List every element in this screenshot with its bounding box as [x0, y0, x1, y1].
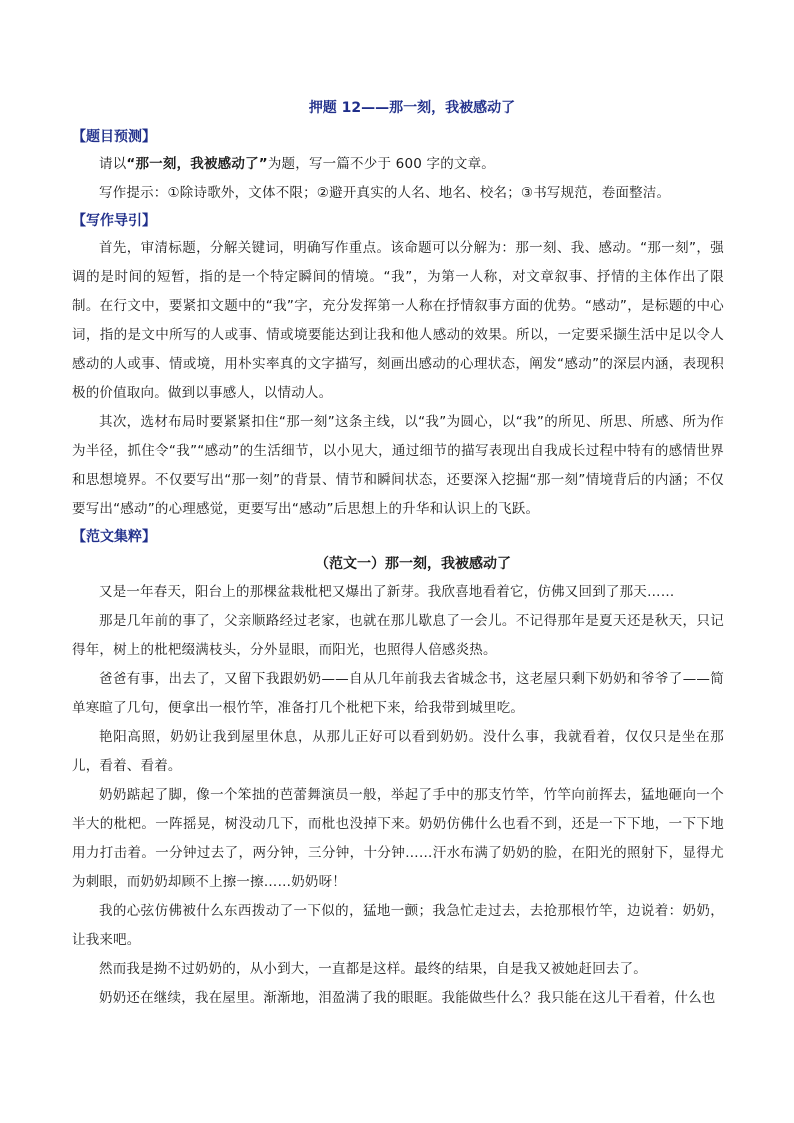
- section-heading-prediction: 【题目预测】: [72, 129, 156, 145]
- section-heading-guide: 【写作导引】: [72, 213, 156, 229]
- document-title: 押题 12——那一刻，我被感动了: [308, 100, 516, 116]
- guide-paragraph-1: 首先，审清标题，分解关键词，明确写作重点。该命题可以分解为：那一刻、我、感动。“那一刻”，强调的是时间的短暂，指的是一个特定瞬间的情境。“我”，为第一人称，对文章叙事、抒情的主体作出了限制。在行文中，要紧扣文题中的“我”字，充分发挥第一人称在抒情叙事方面的优势。“感动”，是标题的中心词，指的是文中所写的人或事、情或境要能达到让我和他人感动的效果。所以，一定要采撷生活中足以令人感动的人或事、情或境，用朴实率真的文字描写，刻画出感动的心理状态，阐发“感动”的深层内涵，表现积极的价值取向。做到以事感人，以情动人。: [72, 240, 724, 401]
- essay-paragraph: 奶奶踮起了脚，像一个笨拙的芭蕾舞演员一般，举起了手中的那支竹竿，竹竿向前挥去，猛地砸向一个半大的枇杷。一阵摇晃，树没动几下，而枇也没掉下来。奶奶仿佛什么也看不到，还是一下下地，一下下地用力打击着。一分钟过去了，两分钟，三分钟，十分钟……汗水布满了奶奶的脸，在阳光的照射下，显得尤为刺眼，而奶奶却顾不上擦一擦……奶奶呀！: [72, 787, 724, 890]
- document-page: [72, 96, 724, 1013]
- prediction-paragraph-1: [72, 150, 724, 179]
- prediction-prefix: 请以: [99, 156, 127, 172]
- prediction-suffix: 为题，写一篇不少于 600 字的文章。: [267, 156, 496, 172]
- section-heading-samples: 【范文集粹】: [72, 529, 156, 545]
- essay-paragraph: 那是几年前的事了，父亲顺路经过老家，也就在那儿歇息了一会儿。不记得那年是夏天还是秋天，只记得年，树上的枇杷缀满枝头，分外显眼，而阳光，也照得人倍感炎热。: [72, 613, 724, 658]
- essay-paragraph: 爸爸有事，出去了，又留下我跟奶奶——自从几年前我去省城念书，这老屋只剩下奶奶和爷爷了——简单寒暄了几句，便拿出一根竹竿，准备打几个枇杷下来，给我带到城里吃。: [72, 671, 724, 716]
- essay-title: （范文一）那一刻，我被感动了: [315, 556, 511, 572]
- essay-paragraph: 然而我是拗不过奶奶的，从小到大，一直都是这样。最终的结果，自是我又被她赶回去了。: [99, 961, 647, 977]
- prediction-paragraph-2: 写作提示：①除诗歌外，文体不限；②避开真实的人名、地名、校名；③书写规范，卷面整洁。: [99, 185, 671, 201]
- essay-paragraph: 我的心弦仿佛被什么东西拨动了一下似的，猛地一颤；我急忙走过去，去抢那根竹竿，边说着：奶奶，让我来吧。: [72, 903, 724, 948]
- prediction-topic: “那一刻，我被感动了”: [126, 156, 268, 172]
- essay-paragraph: 又是一年春天，阳台上的那棵盆栽枇杷又爆出了新芽。我欣喜地看着它，仿佛又回到了那天……: [99, 584, 675, 600]
- essay-paragraph: 艳阳高照，奶奶让我到屋里休息，从那儿正好可以看到奶奶。没什么事，我就看着，仅仅只是坐在那儿，看着、看着。: [72, 729, 724, 774]
- essay-paragraph: 奶奶还在继续，我在屋里。渐渐地，泪盈满了我的眼眶。我能做些什么？我只能在这儿干看着，什么也: [99, 990, 716, 1006]
- guide-paragraph-2: 其次，选材布局时要紧紧扣住“那一刻”这条主线，以“我”为圆心，以“我”的所见、所思、所感、所为作为半径，抓住令“我”“感动”的生活细节，以小见大，通过细节的描写表现出自我成长过程中特有的感情世界和思想境界。不仅要写出“那一刻”的背景、情节和瞬间状态，还要深入挖掘“那一刻”情境背后的内涵；不仅要写出“感动”的心理感觉，更要写出“感动”后思想上的升华和认识上的飞跃。: [72, 414, 724, 517]
